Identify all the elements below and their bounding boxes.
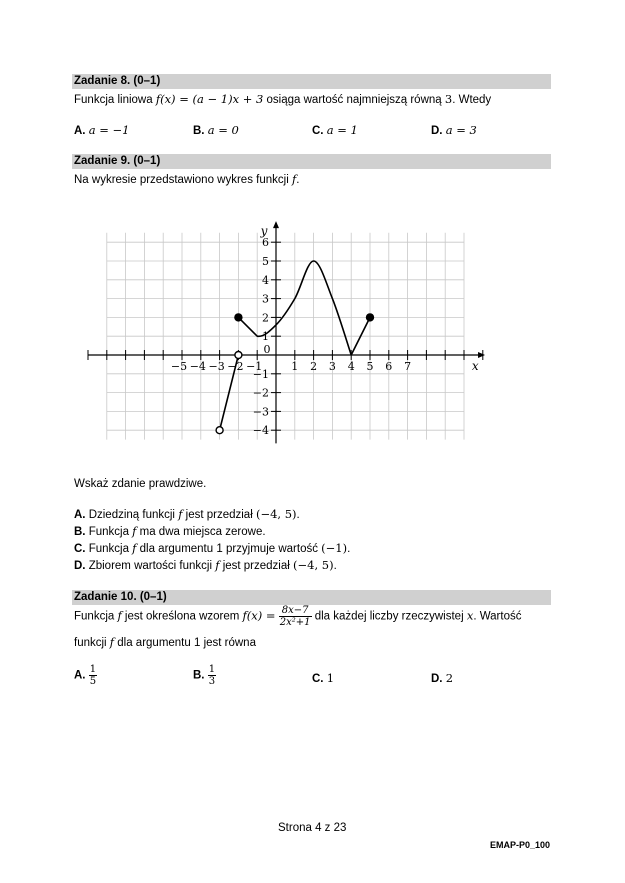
closed-endpoint [235, 314, 242, 321]
axes [88, 221, 485, 443]
y-tick-label: 3 [262, 292, 269, 306]
task-8-statement [74, 92, 491, 106]
task-10-header: Zadanie 10. (0–1) [72, 590, 551, 605]
x-tick-label: 2 [310, 360, 318, 373]
task-8-text-c: . Wtedy [452, 94, 492, 106]
task-9-text-b: . [296, 174, 300, 186]
exam-code: EMAP-P0_100 [490, 840, 551, 850]
task-8-option-d[interactable]: D. a = 3 [431, 123, 477, 137]
task-8-text-b: osiąga wartość najmniejszą równą [263, 94, 445, 106]
task-9-statement [74, 172, 299, 186]
task-10-fraction: $\frac{8x-7}{\text{2x²+1}}$ [279, 605, 311, 628]
task-9-fname: f [291, 172, 297, 186]
y-tick-label: −3 [252, 405, 269, 419]
origin-label: 0 [263, 343, 271, 356]
task-10-option-d[interactable]: D. 2 [431, 671, 454, 685]
task-8-option-c[interactable]: C. a = 1 [312, 123, 358, 137]
task-9-option-d[interactable]: D. Zbiorem wartości funkcji f jest przedział (−4, 5). [74, 558, 337, 572]
task-9-option-b[interactable]: B. Funkcja f ma dwa miejsca zerowe. [74, 524, 266, 538]
x-tick-label: 6 [385, 360, 393, 373]
y-axis-label: y [260, 223, 268, 238]
y-tick-label: −1 [252, 367, 269, 381]
task-8-value: 3 [444, 92, 453, 106]
task-9-option-c[interactable]: C. Funkcja f dla argumentu 1 przyjmuje wartość (−1). [74, 541, 351, 555]
y-tick-label: −2 [252, 386, 269, 400]
closed-endpoint [367, 314, 374, 321]
task-8-text: Funkcja liniowa [74, 94, 156, 106]
grid [107, 233, 464, 440]
task-10-option-c[interactable]: C. 1 [312, 671, 335, 685]
x-tick-label: 7 [404, 360, 412, 373]
task-8-formula: f(x) = (a − 1)x + 3 [155, 92, 264, 106]
x-axis-arrow [478, 352, 485, 358]
task-10-statement-line2: funkcji f dla argumentu 1 jest równa [74, 635, 256, 649]
x-tick-label: −4 [189, 360, 206, 373]
y-tick-label: −4 [252, 424, 269, 438]
task-10-lhs: f(x) = [242, 608, 276, 623]
y-tick-label: 1 [262, 330, 269, 344]
open-endpoint [235, 352, 242, 359]
task-10-option-b[interactable]: B. $\frac{1}{3}$ [193, 664, 216, 687]
y-axis-arrow [273, 221, 279, 228]
task-8-header: Zadanie 8. (0–1) [72, 74, 551, 89]
x-tick-label: −1 [246, 360, 263, 373]
x-tick-label: 4 [347, 360, 355, 373]
task-9-option-a[interactable]: A. Dziedziną funkcji f jest przedział (−4, 5). [74, 507, 300, 521]
open-endpoint [216, 427, 223, 434]
x-tick-label: −5 [170, 360, 188, 373]
y-tick-label: 5 [262, 255, 269, 268]
task-9-prompt: Wskaż zdanie prawdziwe. [74, 478, 207, 490]
task-9-text: Na wykresie przedstawiono wykres funkcji [74, 174, 292, 186]
y-tick-label: 4 [262, 273, 269, 287]
y-tick-label: 2 [262, 311, 269, 325]
task-8-option-b[interactable]: B. a = 0 [193, 123, 239, 137]
task-10-statement: Funkcja f jest określona wzorem f(x) = $\frac{8x-7}{\text{2x²+1}}$ dla każdej liczby rzeczywistej x. Wartość [74, 605, 522, 628]
x-tick-label: 1 [291, 360, 299, 373]
page-number: Strona 4 z 23 [278, 822, 347, 834]
x-tick-label: −2 [227, 360, 244, 373]
function-graph [85, 215, 505, 445]
x-axis-label: x [471, 359, 479, 373]
tick-labels [171, 224, 479, 437]
task-8-option-a[interactable]: A. a = −1 [74, 123, 130, 137]
x-tick-label: −3 [208, 360, 225, 373]
x-tick-label: 5 [366, 360, 374, 373]
task-10-option-a[interactable]: A. $\frac{1}{5}$ [74, 664, 97, 687]
x-tick-label: 3 [328, 360, 336, 373]
task-9-header: Zadanie 9. (0–1) [72, 154, 551, 169]
y-tick-label: 6 [262, 236, 269, 250]
